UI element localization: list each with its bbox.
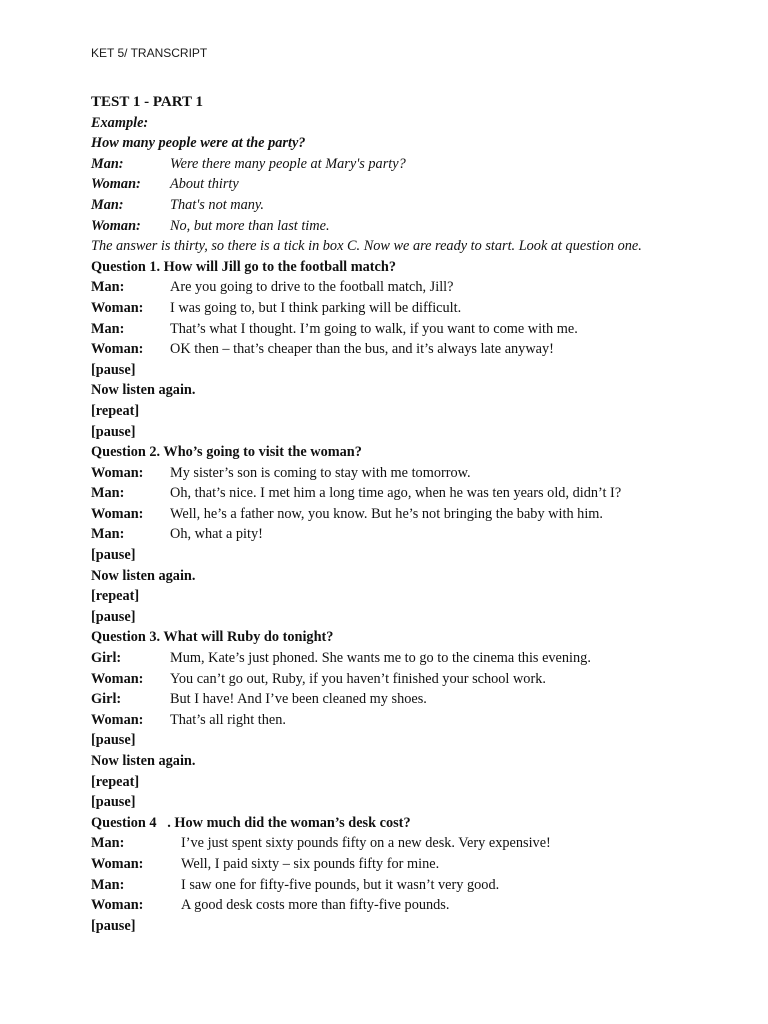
dialogue-text: Oh, that’s nice. I met him a long time ago, when he was ten years old, didn’t I? — [170, 485, 622, 502]
repeat-cue: [repeat] — [91, 402, 140, 419]
dialogue-text: Are you going to drive to the football match, Jill? — [170, 279, 454, 296]
dialogue-text: My sister’s son is coming to stay with me tomorrow. — [170, 464, 471, 481]
page-header: KET 5/ TRANSCRIPT — [91, 46, 208, 60]
speaker-label: Girl: — [91, 691, 122, 708]
speaker-label: Girl: — [91, 650, 122, 667]
question-title: Question 1. How will Jill go to the football match? — [91, 258, 396, 275]
speaker-label: Woman: — [91, 711, 144, 728]
dialogue-line — [91, 298, 751, 319]
dialogue-text: But I have! And I’ve been cleaned my shoes. — [170, 691, 427, 708]
example-dialogue-line — [91, 154, 751, 175]
speaker-label: Woman: — [91, 217, 141, 234]
dialogue-text: No, but more than last time. — [170, 217, 330, 234]
dialogue-line — [91, 463, 751, 484]
dialogue-line — [91, 504, 751, 525]
speaker-label: Man: — [91, 485, 125, 502]
dialogue-line — [91, 689, 751, 710]
repeat-cue: [repeat] — [91, 773, 140, 790]
speaker-label: Woman: — [91, 670, 144, 687]
example-answer: The answer is thirty, so there is a tick in box C. Now we are ready to start. Look at question one. — [91, 238, 642, 255]
speaker-label: Woman: — [91, 299, 144, 316]
dialogue-line — [91, 854, 751, 875]
dialogue-line — [91, 483, 751, 504]
speaker-label: Man: — [91, 279, 125, 296]
dialogue-text: I was going to, but I think parking will be difficult. — [170, 299, 462, 316]
pause-cue: [pause] — [91, 608, 136, 625]
repeat-cue: [repeat] — [91, 588, 140, 605]
speaker-label: Woman: — [91, 464, 144, 481]
speaker-label: Woman: — [91, 505, 144, 522]
dialogue-line — [91, 710, 751, 731]
dialogue-line — [91, 669, 751, 690]
pause-cue: [pause] — [91, 917, 136, 934]
dialogue-text: Well, I paid sixty – six pounds fifty for mine. — [181, 855, 440, 872]
dialogue-line — [91, 319, 751, 340]
dialogue-text: You can’t go out, Ruby, if you haven’t finished your school work. — [170, 670, 546, 687]
dialogue-line — [91, 875, 751, 896]
question-title: Question 3. What will Ruby do tonight? — [91, 629, 334, 646]
test-title: TEST 1 - PART 1 — [91, 94, 204, 110]
dialogue-line — [91, 648, 751, 669]
example-dialogue-line — [91, 174, 751, 195]
example-question: How many people were at the party? — [91, 135, 306, 152]
dialogue-text: I saw one for fifty-five pounds, but it wasn’t very good. — [181, 876, 500, 893]
dialogue-line — [91, 833, 751, 854]
question-title: Question 2. Who’s going to visit the woman? — [91, 444, 362, 461]
dialogue-text: About thirty — [170, 176, 239, 193]
transcript-body — [91, 92, 751, 936]
speaker-label: Man: — [91, 320, 125, 337]
listen-again-cue: Now listen again. — [91, 382, 196, 399]
dialogue-text: A good desk costs more than fifty-five pounds. — [181, 897, 450, 914]
dialogue-text: I’ve just spent sixty pounds fifty on a new desk. Very expensive! — [181, 835, 551, 852]
dialogue-text: That’s all right then. — [170, 711, 286, 728]
pause-cue: [pause] — [91, 794, 136, 811]
dialogue-line — [91, 524, 751, 545]
speaker-label: Man: — [91, 196, 124, 213]
example-label: Example: — [91, 114, 149, 131]
dialogue-line — [91, 277, 751, 298]
dialogue-text: Well, he’s a father now, you know. But he’s not bringing the baby with him. — [170, 505, 603, 522]
speaker-label: Woman: — [91, 341, 144, 358]
pause-cue: [pause] — [91, 732, 136, 749]
dialogue-line — [91, 339, 751, 360]
pause-cue: [pause] — [91, 361, 136, 378]
listen-again-cue: Now listen again. — [91, 567, 196, 584]
listen-again-cue: Now listen again. — [91, 753, 196, 769]
question-title: Question 4 . How much did the woman’s desk cost? — [91, 814, 411, 831]
pause-cue: [pause] — [91, 423, 136, 440]
dialogue-text: Oh, what a pity! — [170, 526, 263, 543]
dialogue-text: That's not many. — [170, 196, 265, 213]
example-dialogue-line — [91, 195, 751, 216]
speaker-label: Man: — [91, 155, 124, 172]
dialogue-text: That’s what I thought. I’m going to walk, if you want to come with me. — [170, 320, 578, 337]
speaker-label: Woman: — [91, 855, 144, 872]
dialogue-text: OK then – that’s cheaper than the bus, and it’s always late anyway! — [170, 341, 554, 358]
speaker-label: Man: — [91, 876, 125, 893]
dialogue-text: Were there many people at Mary's party? — [170, 155, 406, 172]
dialogue-text: Mum, Kate’s just phoned. She wants me to go to the cinema this evening. — [170, 650, 591, 667]
pause-cue: [pause] — [91, 547, 136, 564]
example-dialogue-line — [91, 216, 751, 237]
dialogue-line — [91, 895, 751, 916]
speaker-label: Man: — [91, 835, 125, 852]
speaker-label: Man: — [91, 526, 125, 543]
speaker-label: Woman: — [91, 176, 141, 193]
speaker-label: Woman: — [91, 897, 144, 914]
